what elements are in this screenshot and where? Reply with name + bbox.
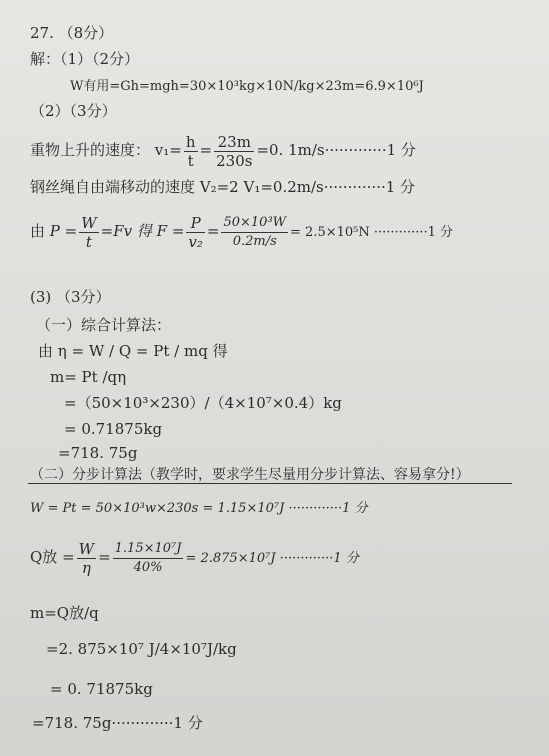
speed-numerator-h: h bbox=[185, 132, 196, 151]
method2-line2: =2. 875×10⁷ J/4×10⁷J/kg bbox=[46, 640, 237, 658]
heat-numerator-value: 1.15×10⁷J bbox=[113, 540, 184, 559]
method1-line1: 由 η = W / Q = Pt / mq 得 bbox=[38, 342, 228, 360]
speed-numerator-value: 23m bbox=[214, 133, 254, 152]
force-relation: =Fv 得 F = bbox=[100, 222, 185, 240]
method2-line3: = 0. 71875kg bbox=[50, 680, 153, 698]
method2-line4: =718. 75g·············1 分 bbox=[32, 714, 203, 732]
power-fraction bbox=[79, 214, 98, 251]
heat-denominator-value: 40% bbox=[133, 559, 163, 575]
speed-fraction-symbolic bbox=[184, 133, 198, 170]
force-result: = 2.5×10⁵N ·············1 分 bbox=[290, 225, 454, 240]
heat-equation bbox=[30, 538, 359, 578]
force-denominator-v2: v₂ bbox=[188, 232, 203, 251]
speed-equation bbox=[30, 132, 416, 170]
force-fraction-values bbox=[221, 214, 288, 251]
power-symbol: P = bbox=[49, 222, 78, 240]
heat-symbol: Q放 = bbox=[30, 548, 75, 566]
force-prefix: 由 bbox=[30, 222, 46, 240]
force-equals: = bbox=[206, 222, 220, 240]
speed-variable: v₁= bbox=[154, 141, 182, 159]
heat-denominator-eta: η bbox=[81, 558, 91, 577]
heat-equals: = bbox=[98, 548, 111, 566]
power-denominator-t: t bbox=[85, 232, 92, 251]
heat-numerator-w: W bbox=[78, 539, 95, 558]
method2-line1: m=Q放/q bbox=[30, 604, 99, 622]
speed-label: 重物上升的速度： bbox=[30, 141, 151, 159]
part2-title: （2）（3分） bbox=[30, 102, 117, 120]
speed-result: =0. 1m/s·············1 分 bbox=[256, 141, 416, 159]
method2-underline bbox=[28, 483, 512, 484]
speed-denominator-t: t bbox=[187, 151, 194, 170]
question-header: 27. （8分） bbox=[30, 24, 114, 42]
heat-fraction-values bbox=[113, 540, 184, 577]
method1-line5: =718. 75g bbox=[58, 444, 138, 462]
heat-fraction-symbolic bbox=[77, 540, 96, 577]
method2-title: （二）分步计算法（教学时，要求学生尽量用分步计算法、容易拿分!） bbox=[30, 467, 470, 483]
method1-line3: =（50×10³×230）/（4×10⁷×0.4）kg bbox=[64, 394, 342, 412]
method1-title: （一）综合计算法： bbox=[36, 316, 172, 334]
speed-equals: = bbox=[199, 141, 213, 159]
force-fraction-symbolic bbox=[186, 214, 205, 251]
speed-denominator-value: 230s bbox=[216, 151, 253, 170]
force-numerator-value: 50×10³W bbox=[221, 214, 288, 233]
method1-line4: = 0.71875kg bbox=[64, 420, 163, 438]
force-denominator-value: 0.2m/s bbox=[232, 233, 277, 249]
useful-work-formula: W有用=Gh=mgh=30×10³kg×10N/kg×23m=6.9×10⁶J bbox=[70, 79, 424, 94]
heat-result: = 2.875×10⁷J ·············1 分 bbox=[185, 551, 359, 566]
part1-title: 解：（1）（2分） bbox=[30, 50, 140, 68]
work-total-line: W = Pt = 50×10³w×230s = 1.15×10⁷J ·············1 分 bbox=[30, 501, 368, 516]
force-equation bbox=[30, 212, 453, 252]
power-numerator-w: W bbox=[81, 213, 97, 232]
method1-line2: m= Pt /qη bbox=[50, 368, 127, 386]
force-numerator-p: P bbox=[186, 214, 205, 233]
speed-fraction-values bbox=[214, 133, 254, 170]
part3-title: (3) （3分） bbox=[30, 288, 111, 306]
rope-speed-line: 钢丝绳自由端移动的速度 V₂=2 V₁=0.2m/s·············1 分 bbox=[30, 178, 416, 196]
